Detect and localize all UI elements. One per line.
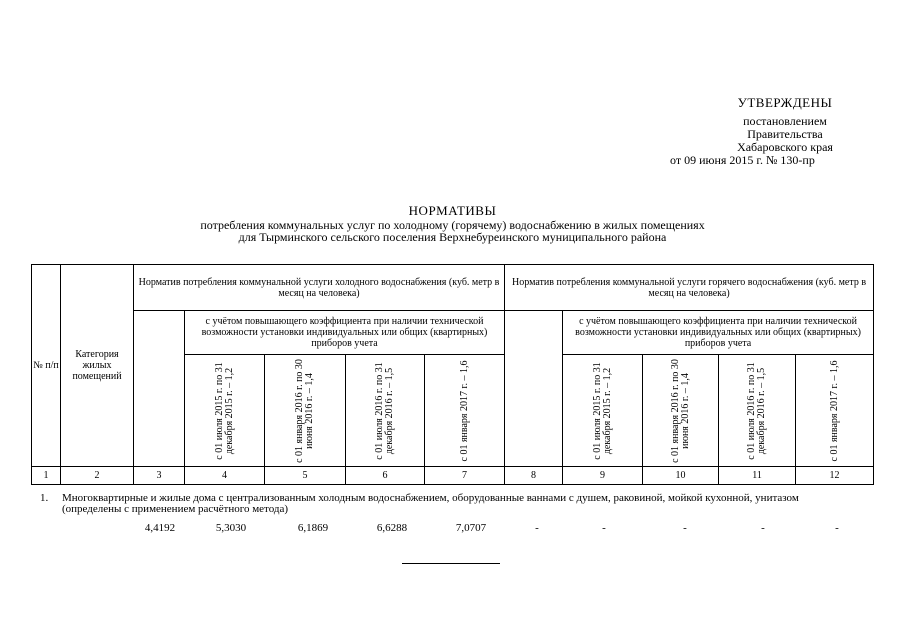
column-number: 9 <box>563 467 643 485</box>
column-number: 5 <box>265 467 346 485</box>
header-cold-period-2: с 01 января 2016 г. по 30 июня 2016 г. – 1,4 <box>265 355 346 467</box>
header-cold-base <box>134 311 185 467</box>
footer-separator-line <box>402 563 500 564</box>
row-1-description-block <box>40 493 840 515</box>
row-1-value: 6,6288 <box>376 522 408 534</box>
approval-line-3: Хабаровского края <box>737 140 833 154</box>
column-number: 7 <box>425 467 505 485</box>
header-cold-coef: с учётом повышающего коэффициента при наличии технической возможности установки индивидуальных или общих (квартирных) приборов учета <box>185 311 505 355</box>
header-cold-period-4: с 01 января 2017 г. – 1,6 <box>425 355 505 467</box>
header-hot-period-1: с 01 июля 2015 г. по 31 декабря 2015 г. – 1,2 <box>563 355 643 467</box>
column-number: 2 <box>61 467 134 485</box>
row-1-value: 5,3030 <box>215 522 247 534</box>
column-number: 11 <box>719 467 796 485</box>
row-1-value: - <box>535 522 539 534</box>
header-num: № п/п <box>32 265 61 467</box>
row-1-value: 4,4192 <box>144 522 176 534</box>
header-hot-base <box>505 311 563 467</box>
norms-table <box>31 264 874 485</box>
row-1-value: 6,1869 <box>297 522 329 534</box>
approval-line-2: Правительства <box>747 127 823 141</box>
document-subtitle-2: для Тырминского сельского поселения Верхнебуреинского муниципального района <box>238 230 667 244</box>
row-1-value: - <box>602 522 606 534</box>
row-1-number: 1. <box>40 492 49 504</box>
row-1-value: - <box>761 522 765 534</box>
column-number: 1 <box>32 467 61 485</box>
row-1-value: - <box>683 522 687 534</box>
approval-date: от 09 июня 2015 г. № 130-пр <box>670 153 815 167</box>
header-hot-coef: с учётом повышающего коэффициента при наличии технической возможности установки индивидуальных или общих (квартирных) приборов учета <box>563 311 874 355</box>
row-1-description: Многоквартирные и жилые дома с централизованным холодным водоснабжением, оборудованные ваннами с душем, раковиной, мойкой кухонной, унитазом (определены с применением расчётного метода) <box>62 492 799 515</box>
column-number: 4 <box>185 467 265 485</box>
column-number: 6 <box>346 467 425 485</box>
approval-block <box>600 96 900 167</box>
row-1-value: - <box>835 522 839 534</box>
header-hot-period-3: с 01 июля 2016 г. по 31 декабря 2016 г. – 1,5 <box>719 355 796 467</box>
header-hot-period-4: с 01 января 2017 г. – 1,6 <box>796 355 874 467</box>
column-number: 10 <box>643 467 719 485</box>
header-cold-period-1: с 01 июля 2015 г. по 31 декабря 2015 г. – 1,2 <box>185 355 265 467</box>
document-title-block <box>0 203 905 243</box>
column-number: 8 <box>505 467 563 485</box>
header-hot-water: Норматив потребления коммунальной услуги горячего водоснабжения (куб. метр в месяц на человека) <box>505 265 874 311</box>
column-number: 3 <box>134 467 185 485</box>
header-cold-period-3: с 01 июля 2016 г. по 31 декабря 2016 г. – 1,5 <box>346 355 425 467</box>
document-title: НОРМАТИВЫ <box>408 203 497 218</box>
column-number-row <box>32 467 874 485</box>
document-subtitle-1: потребления коммунальных услуг по холодному (горячему) водоснабжению в жилых помещениях <box>200 218 705 232</box>
header-hot-period-2: с 01 января 2016 г. по 30 июня 2016 г. – 1,4 <box>643 355 719 467</box>
header-cold-water: Норматив потребления коммунальной услуги холодного водоснабжения (куб. метр в месяц на человека) <box>134 265 505 311</box>
approval-line-1: постановлением <box>743 114 827 128</box>
approval-heading: УТВЕРЖДЕНЫ <box>737 95 833 110</box>
column-number: 12 <box>796 467 874 485</box>
header-category: Категория жилых помещений <box>61 265 134 467</box>
row-1-value: 7,0707 <box>455 522 487 534</box>
